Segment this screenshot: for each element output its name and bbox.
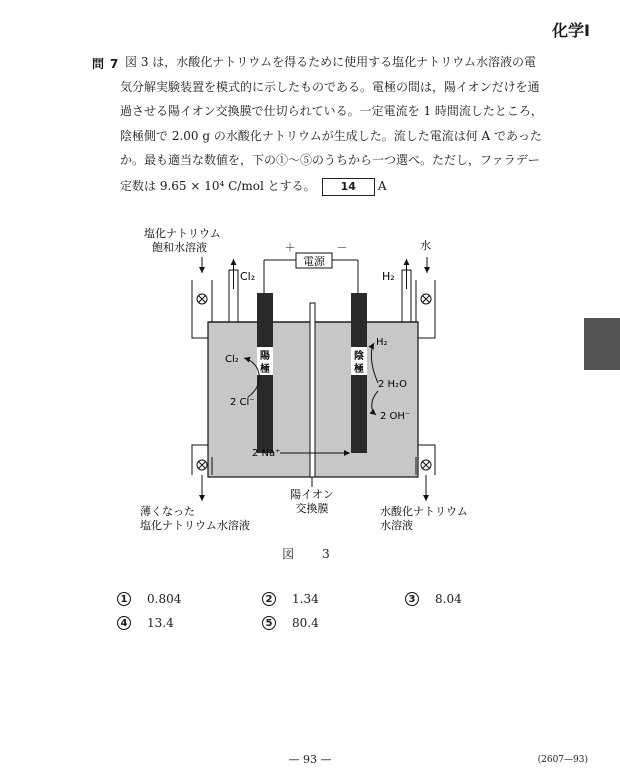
label-anode-1: 陽: [260, 351, 270, 362]
electrolysis-diagram: [130, 225, 490, 545]
right-inlet-pipe: [416, 280, 435, 338]
label-diluted-2: 塩化ナトリウム水溶液: [140, 519, 250, 532]
choice-4-value: 13.4: [147, 616, 174, 630]
choice-5-value: 80.4: [292, 616, 319, 630]
figure-caption: 図 3: [282, 547, 338, 561]
answer-unit: A: [377, 178, 387, 193]
label-diluted-1: 薄くなった: [140, 505, 195, 518]
question-line-6-text: 定数は 9.65 × 10⁴ C/mol とする。: [120, 178, 316, 193]
label-naoh-out-1: 水酸化ナトリウム: [380, 505, 468, 518]
label-plus: ＋: [284, 241, 296, 254]
choice-3[interactable]: [405, 592, 462, 606]
label-naoh-out-2: 水溶液: [380, 519, 413, 532]
label-h2-inner: H₂: [376, 337, 388, 348]
label-two-h2o: 2 H₂O: [378, 379, 407, 390]
label-two-cl: 2 Cl⁻: [230, 397, 255, 408]
label-minus: －: [336, 241, 348, 254]
label-anode-2: 極: [260, 364, 270, 375]
choice-1-value: 0.804: [147, 592, 182, 606]
choice-5[interactable]: [262, 616, 319, 630]
label-water-in: 水: [420, 239, 431, 252]
label-power: 電源: [303, 255, 325, 268]
choice-1-mark: 1: [117, 592, 131, 606]
label-cathode-2: 極: [354, 364, 364, 375]
label-two-na: 2 Na⁺: [252, 448, 281, 459]
question-text: [120, 55, 545, 202]
question-line-2: 気分解実験装置を模式的に示したものである。電極の間は，陽イオンだけを通: [120, 79, 540, 94]
choice-5-mark: 5: [262, 616, 276, 630]
question-line-1: 図 3 は，水酸化ナトリウムを得るために使用する塩化ナトリウム水溶液の電: [125, 55, 537, 69]
ion-exchange-membrane: [310, 303, 315, 477]
label-membrane-1: 陽イオン: [290, 488, 334, 501]
label-cl2-top: Cl₂: [240, 270, 256, 283]
question-number: 7: [110, 57, 119, 71]
electrolysis-figure: [130, 225, 490, 545]
subject-title: 化学Ⅰ: [552, 21, 590, 40]
choice-4-mark: 4: [117, 616, 131, 630]
label-membrane-2: 交換膜: [295, 502, 329, 515]
label-cl2-inner: Cl₂: [225, 354, 239, 365]
choice-2-value: 1.34: [292, 592, 319, 606]
question-label: [92, 55, 118, 72]
question-line-4: 陰極側で 2.00 g の水酸化ナトリウムが生成した。流した電流は何 A であった: [120, 128, 542, 143]
question-line-3: 過させる陽イオン交換膜で仕切られている。一定電流を 1 時間流したところ，: [120, 104, 543, 118]
side-index-tab: [584, 318, 620, 370]
label-cathode-1: 陰: [354, 351, 364, 362]
question-line-5: か。最も適当な数値を，下の①～⑤のうちから一つ選べ。ただし，ファラデー: [120, 153, 540, 167]
page-number: — 93 —: [288, 753, 332, 766]
page-code: (2607—93): [537, 755, 588, 765]
choice-3-value: 8.04: [435, 592, 462, 606]
choice-4[interactable]: [117, 616, 174, 630]
choice-2[interactable]: [262, 592, 319, 606]
choice-1[interactable]: [117, 592, 181, 606]
question-line-6: [120, 178, 545, 203]
label-two-oh: 2 OH⁻: [380, 411, 411, 422]
label-nacl-in-1: 塩化ナトリウム: [144, 227, 221, 240]
answer-box: 14: [322, 178, 375, 196]
choice-3-mark: 3: [405, 592, 419, 606]
question-prefix: 問: [92, 57, 105, 71]
choice-2-mark: 2: [262, 592, 276, 606]
label-h2-top: H₂: [382, 270, 395, 283]
label-nacl-in-2: 飽和水溶液: [152, 241, 207, 254]
